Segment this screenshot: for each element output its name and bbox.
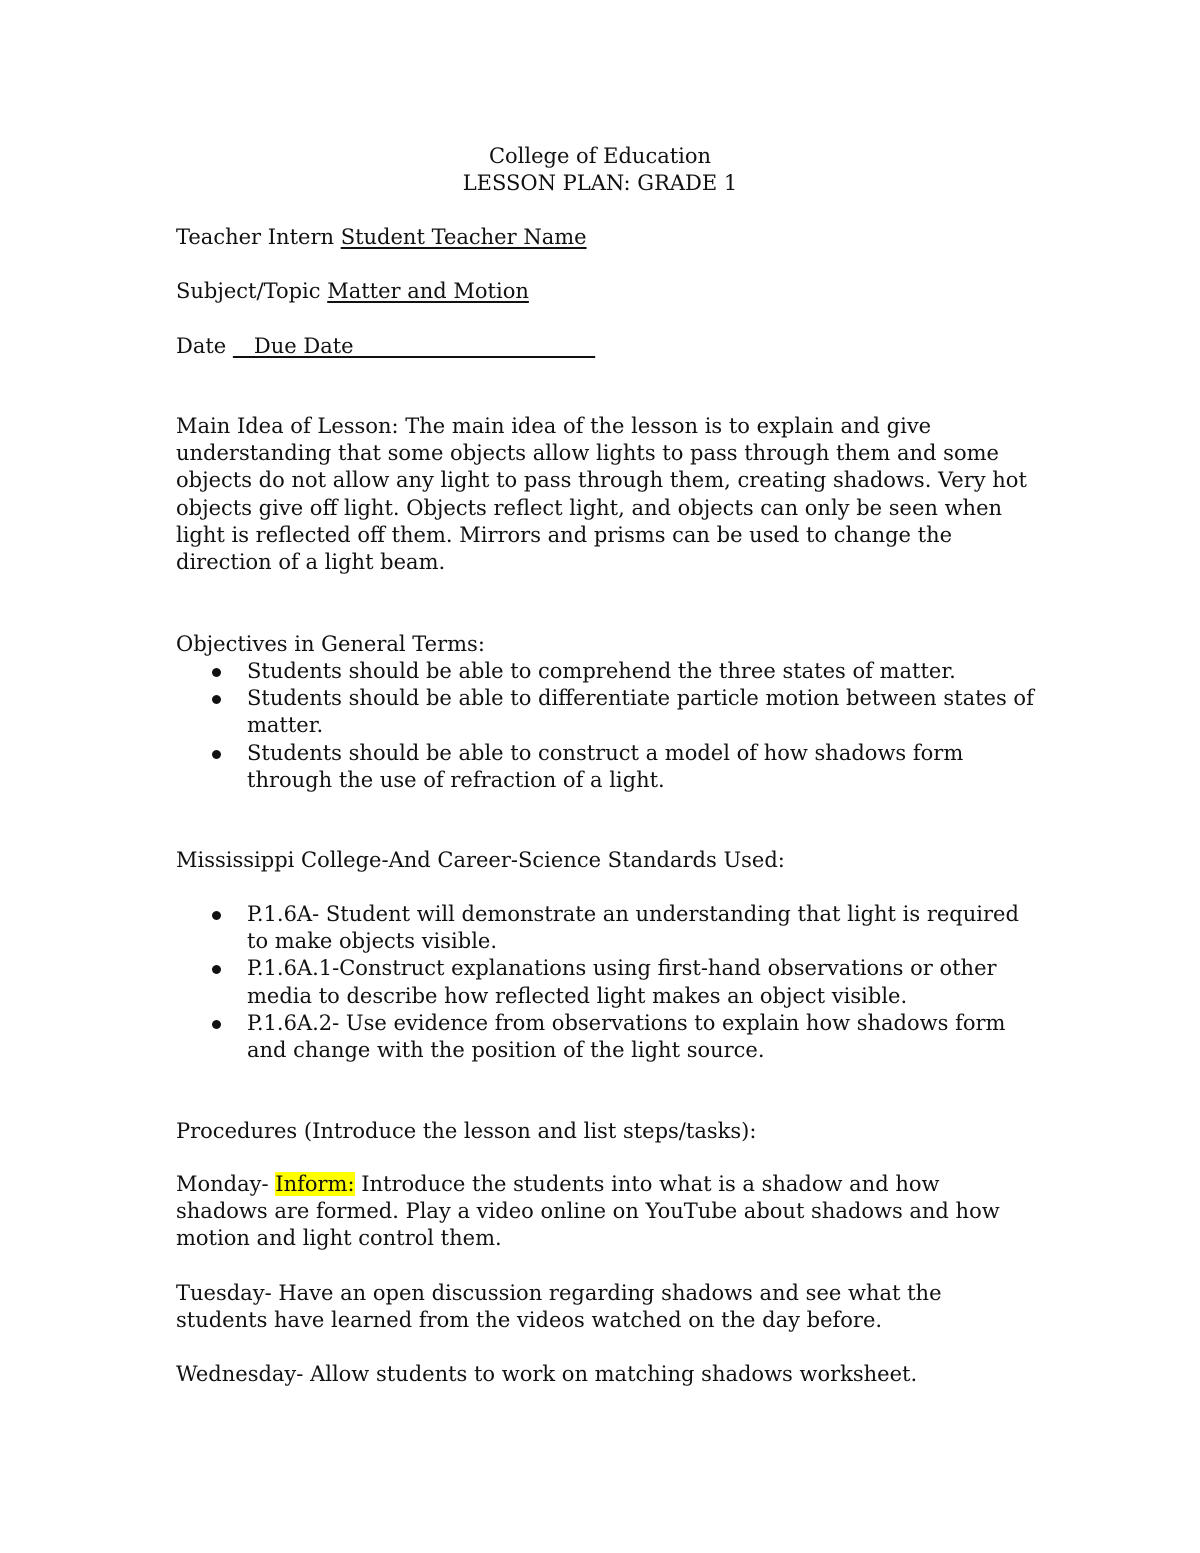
date-line (176, 333, 595, 360)
procedures-heading: Procedures (Introduce the lesson and list steps/tasks): (176, 1119, 757, 1143)
standards-heading: Mississippi College-And Career-Science Standards Used: (176, 848, 785, 872)
subject-topic-label: Subject/Topic (176, 279, 321, 303)
bullet-icon (212, 1020, 221, 1029)
standard-text: P.1.6A.1-Construct explanations using first-hand observations or other media to describe how reflected light makes an object visible. (247, 956, 997, 1008)
monday-paragraph (176, 1171, 1036, 1253)
objective-item (176, 685, 1036, 739)
objectives-heading: Objectives in General Terms: (176, 632, 485, 656)
monday-text: Introduce the students into what is a shadow and how shadows are formed. Play a video online on YouTube about shadows and how motion and light control them. (176, 1172, 1000, 1251)
objective-text: Students should be able to comprehend the three states of matter. (247, 659, 956, 683)
teacher-intern-line (176, 224, 587, 251)
standard-item (176, 901, 1036, 955)
college-heading: College of Education (488, 144, 712, 168)
date-label: Date (176, 334, 227, 358)
standard-text: P.1.6A.2- Use evidence from observations to explain how shadows form and change with the position of the light source. (247, 1010, 1006, 1063)
teacher-intern-label: Teacher Intern (176, 225, 335, 249)
subject-topic-line (176, 278, 529, 305)
objective-text: Students should be able to construct a model of how shadows form through the use of refraction of a light. (247, 740, 964, 792)
date-value: __Due Date_______________________ (232, 334, 596, 358)
teacher-intern-value: Student Teacher Name (340, 225, 587, 249)
tuesday-paragraph: Tuesday- Have an open discussion regarding shadows and see what the students have learned from the videos watched on the day before. (176, 1281, 942, 1333)
standard-item (176, 955, 1036, 1009)
objectives-list (176, 658, 1036, 794)
bullet-icon (212, 911, 221, 920)
standards-list (176, 901, 1036, 1064)
standard-text: P.1.6A- Student will demonstrate an understanding that light is required to make objects visible. (247, 902, 1019, 954)
main-idea-paragraph: Main Idea of Lesson: The main idea of the lesson is to explain and give understanding that some objects allow lights to pass through them and some objects do not allow any light to pass through them, creating shadows. Very hot objects give off light. Objects reflect light, and objects can only be seen when light is reflected off them. Mirrors and prisms can be used to change the direction of a light beam. (176, 414, 1027, 575)
bullet-icon (212, 750, 221, 759)
objective-item (176, 740, 1036, 794)
inform-highlight: Inform: (275, 1172, 355, 1196)
subject-topic-value: Matter and Motion (327, 279, 529, 303)
lesson-plan-title: LESSON PLAN: GRADE 1 (462, 171, 738, 195)
standard-item (176, 1010, 1036, 1064)
bullet-icon (212, 695, 221, 704)
bullet-icon (212, 668, 221, 677)
objective-text: Students should be able to differentiate particle motion between states of matter. (247, 686, 1034, 738)
bullet-icon (212, 965, 221, 974)
monday-label: Monday- (176, 1172, 269, 1196)
wednesday-paragraph: Wednesday- Allow students to work on matching shadows worksheet. (176, 1362, 918, 1386)
objective-item (176, 658, 1036, 685)
